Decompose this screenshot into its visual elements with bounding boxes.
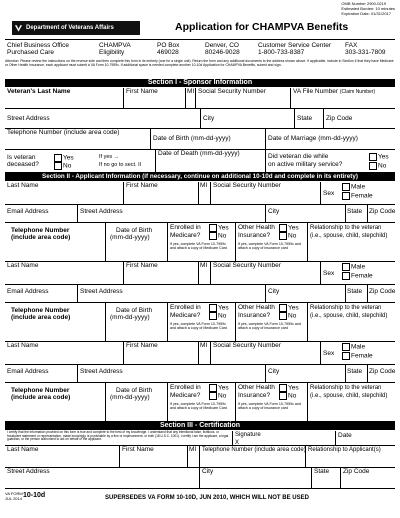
applicant-sex-label: Sex [323, 190, 335, 197]
certifier-state-field[interactable] [311, 468, 340, 488]
attention-note: Attention: Please review the instructions on the reverse side and then complete this form in its entirety (one for a single unit). Return the form and any additional documents to the address shown above. If applicable, include in Section II that they have Medicare or Other Health Insurance, each applicant must submit a VA Form 10-7959c. If additional space is needed complete another 10-10d Application for CHAMPVA Benefits, submit and sign. [5, 59, 394, 68]
applicant-1-phone-field[interactable] [5, 223, 105, 261]
applicant-male-label: Male [351, 183, 366, 191]
applicant-1-mi-field[interactable] [198, 182, 210, 204]
applicant-female-label: Female [351, 192, 373, 200]
deceased-no-label: No [63, 162, 72, 170]
applicant-last-name-label: Last Name [7, 182, 39, 189]
certifier-mi-field[interactable] [187, 446, 199, 467]
applicant-medicare-label-2: Medicare? [170, 232, 201, 239]
applicant-3-name-row [5, 342, 395, 365]
sponsor-va-file-field[interactable] [290, 88, 395, 108]
applicant-1-female-checkbox[interactable] [342, 192, 350, 200]
certification-statement [5, 431, 232, 445]
if-yes-text: If yes → [99, 154, 120, 160]
sponsor-dom-field[interactable] [265, 129, 395, 149]
sponsor-dob-field[interactable] [150, 129, 265, 149]
sponsor-phone-field[interactable] [5, 129, 150, 149]
contact-zip: 80246-9028 [205, 49, 240, 56]
applicant-ohi-label-1: Other Health [238, 304, 275, 311]
sponsor-name-row [5, 88, 395, 109]
applicant-1-ssn-field[interactable] [210, 182, 320, 204]
applicant-medicare-label-1: Enrolled in [170, 304, 201, 311]
sponsor-last-name-label: Veteran's Last Name [7, 88, 71, 95]
applicant-state-label: State [347, 208, 363, 215]
sponsor-va-file-label: VA File Number [293, 88, 339, 95]
sponsor-dob-label: Date of Birth (mm-dd-yyyy) [153, 135, 231, 142]
applicant-email-label: Email Address [7, 208, 49, 215]
sponsor-mi-label: MI [187, 88, 195, 95]
certification-row [5, 431, 395, 446]
sponsor-phone-row [5, 129, 395, 150]
applicant-2-relationship-field[interactable] [307, 303, 395, 341]
applicant-2-last-name-field[interactable] [5, 262, 123, 284]
certifier-state-label: State [314, 468, 330, 475]
applicant-medicare-no-label: No [218, 392, 227, 400]
certifier-last-name-field[interactable] [5, 446, 119, 467]
contact-pobox-number: 469028 [157, 49, 179, 56]
certifier-city-label: City [202, 468, 214, 475]
applicant-1-name-row [5, 182, 395, 205]
certifier-street-field[interactable] [5, 468, 199, 488]
active-yes-label: Yes [378, 153, 389, 161]
applicant-2-medicare-field [167, 303, 235, 341]
footer-form-info [5, 491, 23, 501]
applicant-phone-label-2: (include area code) [11, 234, 71, 241]
sponsor-ssn-field[interactable] [195, 88, 290, 108]
applicant-female-label: Female [351, 272, 373, 280]
applicant-ohi-no-label: No [288, 392, 297, 400]
applicant-1-medicare-yes-checkbox[interactable] [209, 224, 217, 232]
applicant-first-name-label: First Name [126, 342, 158, 349]
omb-number: OMB Number 2900-0219 [341, 1, 387, 6]
sponsor-zip-label: Zip Code [326, 115, 353, 122]
sponsor-dod-label: Date of Death (mm-dd-yyyy) [158, 150, 240, 157]
applicant-phone-label-2: (include area code) [11, 314, 71, 321]
applicant-email-label: Email Address [7, 288, 49, 295]
applicant-2-male-checkbox[interactable] [342, 263, 350, 271]
applicant-medicare-label-1: Enrolled in [170, 224, 201, 231]
sponsor-street-field[interactable] [5, 109, 200, 128]
applicant-street-label: Street Address [80, 288, 123, 295]
certifier-name-row [5, 446, 395, 468]
sponsor-zip-field[interactable] [323, 109, 395, 128]
cert-date-label: Date [338, 432, 352, 439]
applicant-medicare-yes-label: Yes [218, 304, 229, 312]
applicant-zip-label: Zip Code [369, 368, 396, 375]
applicant-1-medicare-field [167, 223, 235, 261]
applicant-ssn-label: Social Security Number [213, 182, 281, 189]
applicant-2-ohi-yes-checkbox[interactable] [279, 304, 287, 312]
applicant-mi-label: MI [200, 182, 208, 189]
va-logo [12, 21, 140, 35]
contact-pobox: PO Box [157, 42, 180, 49]
applicant-street-label: Street Address [80, 368, 123, 375]
applicant-1-male-checkbox[interactable] [342, 183, 350, 191]
certifier-last-name-label: Last Name [7, 446, 39, 453]
certifier-first-name-field[interactable] [119, 446, 187, 467]
sponsor-dod-field[interactable] [155, 150, 265, 172]
applicant-1-sex-field [320, 182, 395, 204]
applicant-medicare-note: If yes, complete VA Form 10-7959c and attach a copy of Medicare Card [170, 402, 227, 411]
applicant-1-email-field[interactable] [5, 205, 77, 222]
applicant-male-label: Male [351, 343, 366, 351]
applicant-3-male-checkbox[interactable] [342, 343, 350, 351]
applicant-zip-label: Zip Code [369, 208, 396, 215]
applicant-ohi-note: If yes, complete VA Form 10-7959c and attach a copy of insurance card [238, 402, 301, 411]
omb-info [341, 1, 395, 16]
applicant-3-medicare-yes-checkbox[interactable] [209, 384, 217, 392]
applicant-3-address-row [5, 365, 395, 383]
applicant-2-mi-field[interactable] [198, 262, 210, 284]
active-q-line2: on active military service? [268, 161, 343, 168]
applicant-street-label: Street Address [80, 208, 123, 215]
applicant-medicare-no-label: No [218, 232, 227, 240]
applicant-3-street-field[interactable] [77, 365, 265, 382]
applicant-3-medicare-no-checkbox[interactable] [209, 392, 217, 400]
applicant-ohi-yes-label: Yes [288, 224, 299, 232]
applicant-medicare-no-label: No [218, 312, 227, 320]
applicant-last-name-label: Last Name [7, 262, 39, 269]
certifier-relationship-label: Relationship to Applicant(s) [308, 447, 381, 453]
contact-fax-label: FAX [345, 42, 358, 49]
certifier-relationship-field[interactable] [305, 446, 395, 467]
applicant-medicare-note: If yes, complete VA Form 10-7959c and attach a copy of Medicare Card [170, 242, 227, 251]
applicant-2-sex-field [320, 262, 395, 284]
applicant-relationship-label-2: (i.e., spouse, child, stepchild) [310, 393, 388, 399]
certifier-zip-label: Zip Code [343, 468, 370, 475]
certifier-city-field[interactable] [199, 468, 311, 488]
applicant-3-details-row [5, 383, 395, 422]
applicant-2-first-name-field[interactable] [123, 262, 198, 284]
applicant-medicare-label-2: Medicare? [170, 392, 201, 399]
active-no-checkbox[interactable] [369, 162, 377, 170]
contact-fax: 303-331-7809 [345, 49, 386, 56]
applicant-2-zip-field[interactable] [367, 285, 395, 302]
applicant-1-relationship-field[interactable] [307, 223, 395, 261]
contact-csc: Customer Service Center [258, 42, 331, 49]
applicant-3-state-field[interactable] [345, 365, 367, 382]
applicant-city-label: City [268, 208, 280, 215]
applicant-3-first-name-field[interactable] [123, 342, 198, 364]
applicant-ohi-yes-label: Yes [288, 384, 299, 392]
applicant-2-city-field[interactable] [265, 285, 345, 302]
deceased-q-line2: deceased? [7, 161, 39, 168]
applicant-male-label: Male [351, 263, 366, 271]
form-header [5, 20, 395, 37]
applicant-3-medicare-field [167, 383, 235, 421]
sponsor-last-name-field[interactable] [5, 88, 123, 108]
applicant-dob-label-2: (mm-dd-yyyy) [110, 234, 150, 241]
applicant-2-ssn-field[interactable] [210, 262, 320, 284]
certifier-address-row [5, 468, 395, 489]
contact-office-sub: Purchased Care [7, 49, 54, 56]
contact-city: Denver, CO [205, 42, 239, 49]
sponsor-city-field[interactable] [200, 109, 294, 128]
deceased-yes-checkbox[interactable] [54, 154, 62, 162]
contact-office: Chief Business Office [7, 42, 70, 49]
applicant-1-dob-field[interactable] [105, 223, 167, 261]
applicant-1-ohi-no-checkbox[interactable] [279, 232, 287, 240]
applicant-1-street-field[interactable] [77, 205, 265, 222]
applicant-3-city-field[interactable] [265, 365, 345, 382]
applicant-mi-label: MI [200, 262, 208, 269]
logo-text: Department of Veterans Affairs [26, 25, 114, 31]
applicant-ohi-label-2: Insurance? [238, 232, 271, 239]
certifier-phone-field[interactable] [199, 446, 305, 467]
applicant-phone-label-2: (include area code) [11, 394, 71, 401]
applicant-2-street-field[interactable] [77, 285, 265, 302]
applicant-ohi-label-1: Other Health [238, 224, 275, 231]
applicant-3-email-field[interactable] [5, 365, 77, 382]
applicant-sex-label: Sex [323, 350, 335, 357]
certification-text: I certify that the information provided on this form is true and complete to the best of my knowledge. I understand that any intentional false, fictitious, or fraudulent statement or representation, made knowingly, is punishable by a fine or imprisonment, or both (18 U.S.C. 1001). I certify I am the applicant, a legal guardian, or the person authorized to act on behalf of the applicant. [7, 430, 229, 442]
applicant-state-label: State [347, 368, 363, 375]
contact-phone: 1-800-733-8387 [258, 49, 305, 56]
applicant-2-ohi-field [235, 303, 307, 341]
applicant-3-sex-field [320, 342, 395, 364]
section2-header: Section II - Applicant Information (if necessary, continue on additional 10-10d and complete in its entirety) [5, 173, 395, 181]
certifier-mi-label: MI [189, 446, 197, 453]
header-divider [5, 39, 395, 40]
applicant-3-ohi-yes-checkbox[interactable] [279, 384, 287, 392]
applicant-ohi-no-label: No [288, 312, 297, 320]
applicant-3-last-name-field[interactable] [5, 342, 123, 364]
applicant-2-ohi-no-checkbox[interactable] [279, 312, 287, 320]
sponsor-state-field[interactable] [294, 109, 323, 128]
claim-number-label: (Claim Number) [339, 89, 376, 95]
applicant-1-address-row [5, 205, 395, 223]
applicant-1-medicare-no-checkbox[interactable] [209, 232, 217, 240]
applicant-1-last-name-field[interactable] [5, 182, 123, 204]
sponsor-state-label: State [297, 115, 313, 122]
section1-header: Section I - Sponsor Information [5, 79, 395, 87]
sponsor-street-label: Street Address [7, 115, 50, 122]
certifier-street-label: Street Address [7, 468, 50, 475]
applicant-relationship-label-1: Relationship to the veteran [310, 305, 382, 311]
applicant-1-first-name-field[interactable] [123, 182, 198, 204]
applicant-2-details-row [5, 303, 395, 342]
omb-burden: Estimated Burden: 10 minutes [341, 6, 395, 11]
certifier-phone-label: Telephone Number (include area code) [202, 447, 306, 453]
applicant-3-dob-field[interactable] [105, 383, 167, 421]
applicant-medicare-yes-label: Yes [218, 224, 229, 232]
applicant-phone-label-1: Telephone Number [11, 227, 70, 234]
sponsor-deceased-row [5, 150, 395, 173]
applicant-2-address-row [5, 285, 395, 303]
applicant-1-details-row [5, 223, 395, 262]
applicant-1-ohi-field [235, 223, 307, 261]
applicant-city-label: City [268, 368, 280, 375]
sponsor-phone-label: Telephone Number (include area code) [7, 129, 120, 136]
applicant-2-name-row [5, 262, 395, 285]
applicant-2-state-field[interactable] [345, 285, 367, 302]
applicant-2-female-checkbox[interactable] [342, 272, 350, 280]
applicant-dob-label-1: Date of Birth [116, 307, 153, 314]
applicant-dob-label-1: Date of Birth [116, 227, 153, 234]
applicant-dob-label-2: (mm-dd-yyyy) [110, 314, 150, 321]
applicant-medicare-label-1: Enrolled in [170, 384, 201, 391]
footer-date: JUL 2014 [5, 496, 22, 501]
sponsor-mi-field[interactable] [185, 88, 195, 108]
applicant-zip-label: Zip Code [369, 288, 396, 295]
form-page [5, 0, 395, 518]
omb-expiration: Expiration Date: 01/31/2017 [341, 11, 391, 16]
section3-header: Section III - Certification [5, 422, 395, 430]
footer-form-number: 10-10d [23, 492, 46, 499]
applicant-medicare-note: If yes, complete VA Form 10-7959c and attach a copy of Medicare Card [170, 322, 227, 331]
sponsor-first-name-field[interactable] [123, 88, 185, 108]
deceased-q-line1: Is veteran [7, 154, 36, 161]
applicant-3-ssn-field[interactable] [210, 342, 320, 364]
active-duty-question [265, 150, 395, 172]
applicant-relationship-label-2: (i.e., spouse, child, stepchild) [310, 313, 388, 319]
signature-x: X [235, 440, 240, 446]
active-no-label: No [378, 162, 387, 170]
applicant-ssn-label: Social Security Number [213, 262, 281, 269]
deceased-no-checkbox[interactable] [54, 162, 62, 170]
deceased-instructions [97, 150, 155, 172]
deceased-question [5, 150, 97, 172]
sponsor-ssn-label: Social Security Number [198, 88, 266, 95]
applicant-2-email-field[interactable] [5, 285, 77, 302]
applicant-ohi-no-label: No [288, 232, 297, 240]
applicant-phone-label-1: Telephone Number [11, 387, 70, 394]
applicant-first-name-label: First Name [126, 182, 158, 189]
applicant-last-name-label: Last Name [7, 342, 39, 349]
active-q-line1: Did veteran die while [268, 153, 329, 160]
applicant-ohi-note: If yes, complete VA Form 10-7959c and attach a copy of insurance card [238, 242, 301, 251]
sponsor-first-name-label: First Name [126, 88, 158, 95]
applicant-ohi-label-2: Insurance? [238, 392, 271, 399]
applicant-1-state-field[interactable] [345, 205, 367, 222]
applicant-1-ohi-yes-checkbox[interactable] [279, 224, 287, 232]
cert-date-field[interactable] [335, 431, 395, 445]
signature-field[interactable] [232, 431, 335, 445]
applicant-email-label: Email Address [7, 368, 49, 375]
sponsor-dom-label: Date of Marriage (mm-dd-yyyy) [268, 135, 358, 142]
applicant-2-dob-field[interactable] [105, 303, 167, 341]
contact-program-sub: Eligibility [99, 49, 125, 56]
if-no-text: If no go to sect. II [99, 162, 142, 168]
applicant-dob-label-2: (mm-dd-yyyy) [110, 394, 150, 401]
applicant-2-medicare-yes-checkbox[interactable] [209, 304, 217, 312]
form-title: Application for CHAMPVA Benefits [175, 21, 349, 33]
active-yes-checkbox[interactable] [369, 153, 377, 161]
certifier-first-name-label: First Name [122, 446, 154, 453]
applicant-dob-label-1: Date of Birth [116, 387, 153, 394]
applicant-3-ohi-field [235, 383, 307, 421]
applicant-phone-label-1: Telephone Number [11, 307, 70, 314]
applicant-relationship-label-1: Relationship to the veteran [310, 385, 382, 391]
applicant-medicare-yes-label: Yes [218, 384, 229, 392]
applicant-3-mi-field[interactable] [198, 342, 210, 364]
applicant-first-name-label: First Name [126, 262, 158, 269]
applicant-relationship-label-2: (i.e., spouse, child, stepchild) [310, 233, 388, 239]
footer-va-form: VA FORM [5, 491, 23, 496]
applicant-mi-label: MI [200, 342, 208, 349]
signature-label: Signature [235, 432, 261, 438]
applicant-1-zip-field[interactable] [367, 205, 395, 222]
sponsor-address-row [5, 109, 395, 129]
applicant-medicare-label-2: Medicare? [170, 312, 201, 319]
applicant-ohi-label-1: Other Health [238, 384, 275, 391]
contact-program: CHAMPVA [99, 42, 131, 49]
applicant-ssn-label: Social Security Number [213, 342, 281, 349]
applicant-3-ohi-no-checkbox[interactable] [279, 392, 287, 400]
certifier-zip-field[interactable] [340, 468, 395, 488]
applicant-ohi-note: If yes, complete VA Form 10-7959c and attach a copy of insurance card [238, 322, 301, 331]
applicant-ohi-yes-label: Yes [288, 304, 299, 312]
va-seal-icon [14, 23, 23, 33]
applicant-3-female-checkbox[interactable] [342, 352, 350, 360]
applicant-relationship-label-1: Relationship to the veteran [310, 225, 382, 231]
applicant-female-label: Female [351, 352, 373, 360]
applicant-ohi-label-2: Insurance? [238, 312, 271, 319]
applicant-3-zip-field[interactable] [367, 365, 395, 382]
footer-supersedes: SUPERSEDES VA FORM 10-10D, JUN 2010, WHICH WILL NOT BE USED [105, 495, 309, 501]
applicant-state-label: State [347, 288, 363, 295]
applicant-2-phone-field[interactable] [5, 303, 105, 341]
applicant-1-city-field[interactable] [265, 205, 345, 222]
applicant-city-label: City [268, 288, 280, 295]
deceased-yes-label: Yes [63, 154, 74, 162]
sponsor-city-label: City [203, 115, 215, 122]
applicant-3-phone-field[interactable] [5, 383, 105, 421]
applicant-sex-label: Sex [323, 270, 335, 277]
applicant-3-relationship-field[interactable] [307, 383, 395, 421]
applicant-2-medicare-no-checkbox[interactable] [209, 312, 217, 320]
